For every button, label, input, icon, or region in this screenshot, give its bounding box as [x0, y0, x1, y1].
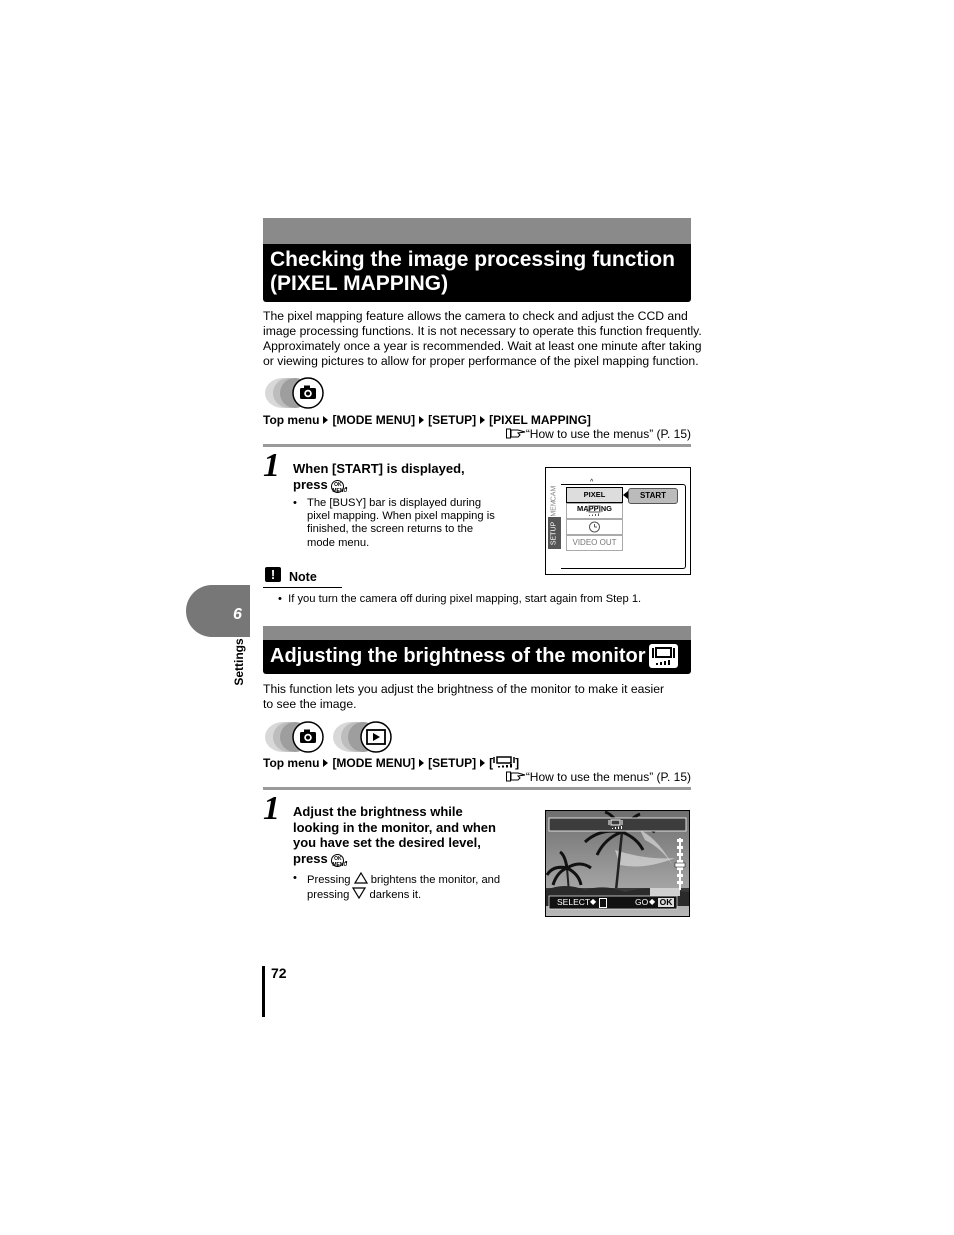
bullet-dot: • [293, 872, 297, 884]
menu-path-item: [SETUP] [428, 756, 477, 770]
menu-item-video-out: VIDEO OUT [566, 535, 623, 551]
arrow-right-icon [480, 416, 485, 424]
step-line [293, 477, 523, 493]
intro-line: The pixel mapping feature allows the camera to check and adjust the CCD and [263, 309, 688, 323]
bullet-dot: • [278, 593, 289, 605]
bullet-text: Pressing [307, 874, 351, 886]
up-caret-icon: ^ [590, 479, 594, 486]
screen-diamond-icon: ◆ [590, 897, 597, 906]
section2-reference [440, 770, 691, 784]
step-bullet [293, 872, 533, 902]
menu-path-item: [MODE MENU] [332, 413, 416, 427]
reference-text: “How to use the menus” (P. 15) [525, 427, 691, 441]
chapter-number: 6 [233, 606, 242, 623]
bullet-line [307, 887, 533, 902]
section2-menu-path [263, 756, 519, 770]
step-number: 1 [263, 447, 280, 484]
note-icon: ! [265, 567, 281, 582]
down-arrow-button-icon [352, 887, 366, 899]
screen-select-label: SELECT [557, 897, 591, 907]
arrow-right-icon [480, 759, 485, 767]
note-text [278, 593, 698, 606]
setup-tab [548, 517, 561, 549]
camera-mode-icon [263, 376, 329, 410]
step-press: press [293, 476, 328, 492]
screen-ok-label: OK [659, 897, 673, 907]
step-line: Adjust the brightness while [293, 804, 463, 819]
section2-title [263, 640, 691, 674]
section1-title-line1: Checking the image processing function [270, 248, 675, 271]
clock-icon [567, 520, 622, 534]
playback-mode-icon [331, 720, 397, 754]
section2-title-text: Adjusting the brightness of the monitor [270, 645, 646, 667]
section2-intro [263, 682, 703, 712]
menu-item-brightness [566, 503, 623, 519]
step-bullet [293, 497, 523, 550]
ok-button-icon: OK MENU [332, 855, 348, 868]
tab-label: SETUP [550, 521, 558, 546]
intro-line: Approximately once a year is recommended. Wait at least one minute after taking [263, 339, 702, 353]
step-end: . [344, 850, 348, 866]
menu-path-item: [MODE MENU] [332, 756, 416, 770]
menu-item-pixel-mapping: PIXEL MAPPING [566, 487, 623, 503]
pixel-mapping-screen [545, 467, 691, 575]
bullet-line [307, 872, 533, 887]
bullet-line: mode menu. [307, 536, 370, 549]
camera-mode-icon [263, 720, 329, 754]
bullet-text: pressing [307, 889, 350, 902]
start-option: START [628, 488, 678, 504]
intro-line: This function lets you adjust the brightness of the monitor to make it easier [263, 682, 665, 696]
page-number: 72 [271, 965, 287, 981]
step-number: 1 [263, 790, 280, 827]
up-arrow-button-icon [354, 872, 368, 884]
section1-title [263, 244, 691, 302]
tab-label: CAM [550, 485, 558, 502]
monitor-brightness-icon [493, 756, 515, 768]
section1-intro [263, 309, 703, 369]
section1-reference [440, 427, 691, 441]
section2-divider [263, 787, 691, 790]
updown-arrows-icon [599, 898, 607, 908]
step-press: press [293, 850, 328, 866]
reference-hand-icon [506, 771, 526, 782]
cam-tab [548, 486, 561, 501]
bullet-line: The [BUSY] bar is displayed during [307, 497, 482, 509]
screen-go-label: GO [635, 897, 649, 907]
bullet-dot: • [293, 497, 297, 509]
step-line: When [START] is displayed, [293, 461, 465, 476]
screen-diamond-icon: ◆ [649, 897, 656, 906]
bullet-line: pixel mapping. When pixel mapping is [307, 510, 495, 523]
menu-path-bracket: [ [489, 756, 494, 770]
section1-menu-path [263, 413, 591, 427]
arrow-right-icon [419, 759, 424, 767]
arrow-right-icon [323, 759, 328, 767]
step-instruction [293, 804, 533, 867]
intro-line: or viewing pictures to allow for proper performance of the pixel mapping function. [263, 354, 699, 368]
arrow-right-icon [419, 416, 424, 424]
arrow-right-icon [323, 416, 328, 424]
reference-hand-icon [506, 428, 526, 439]
section1-header-band [263, 218, 691, 244]
bullet-text: brightens the monitor, and [370, 874, 501, 886]
bullet-line: finished, the screen returns to the [307, 523, 474, 536]
step-instruction [293, 461, 523, 493]
chapter-label: Settings [232, 638, 246, 686]
section2-header-band [263, 626, 691, 640]
page-number-bar [262, 966, 265, 1017]
bullet-text: darkens it. [369, 889, 422, 902]
step-line: looking in the monitor, and when [293, 819, 496, 835]
section1-title-line2: (PIXEL MAPPING) [270, 272, 449, 295]
menu-path-bracket: ] [515, 756, 520, 770]
intro-line: to see the image. [263, 697, 357, 711]
monitor-brightness-icon [567, 504, 622, 518]
reference-text: “How to use the menus” (P. 15) [525, 770, 691, 784]
note-body: If you turn the camera off during pixel mapping, start again from Step 1. [288, 593, 642, 605]
step-end: . [344, 476, 348, 492]
mem-tab [548, 501, 561, 517]
note-underline [263, 587, 342, 588]
menu-path-item: Top menu [263, 756, 320, 770]
menu-item-clock [566, 519, 623, 535]
menu-path-item: [SETUP] [428, 413, 477, 427]
ok-button-icon: OK MENU [332, 481, 348, 494]
menu-path-item: Top menu [263, 413, 320, 427]
step-line: you have set the desired level, [293, 835, 481, 850]
intro-line: image processing functions. It is not necessary to operate this function frequently. [263, 324, 702, 338]
note-label: Note [289, 570, 317, 584]
step-line [293, 851, 533, 867]
tab-label: MEM [550, 500, 558, 517]
section1-divider [263, 444, 691, 447]
monitor-brightness-icon [648, 643, 679, 669]
menu-path-item: [PIXEL MAPPING] [489, 413, 591, 427]
